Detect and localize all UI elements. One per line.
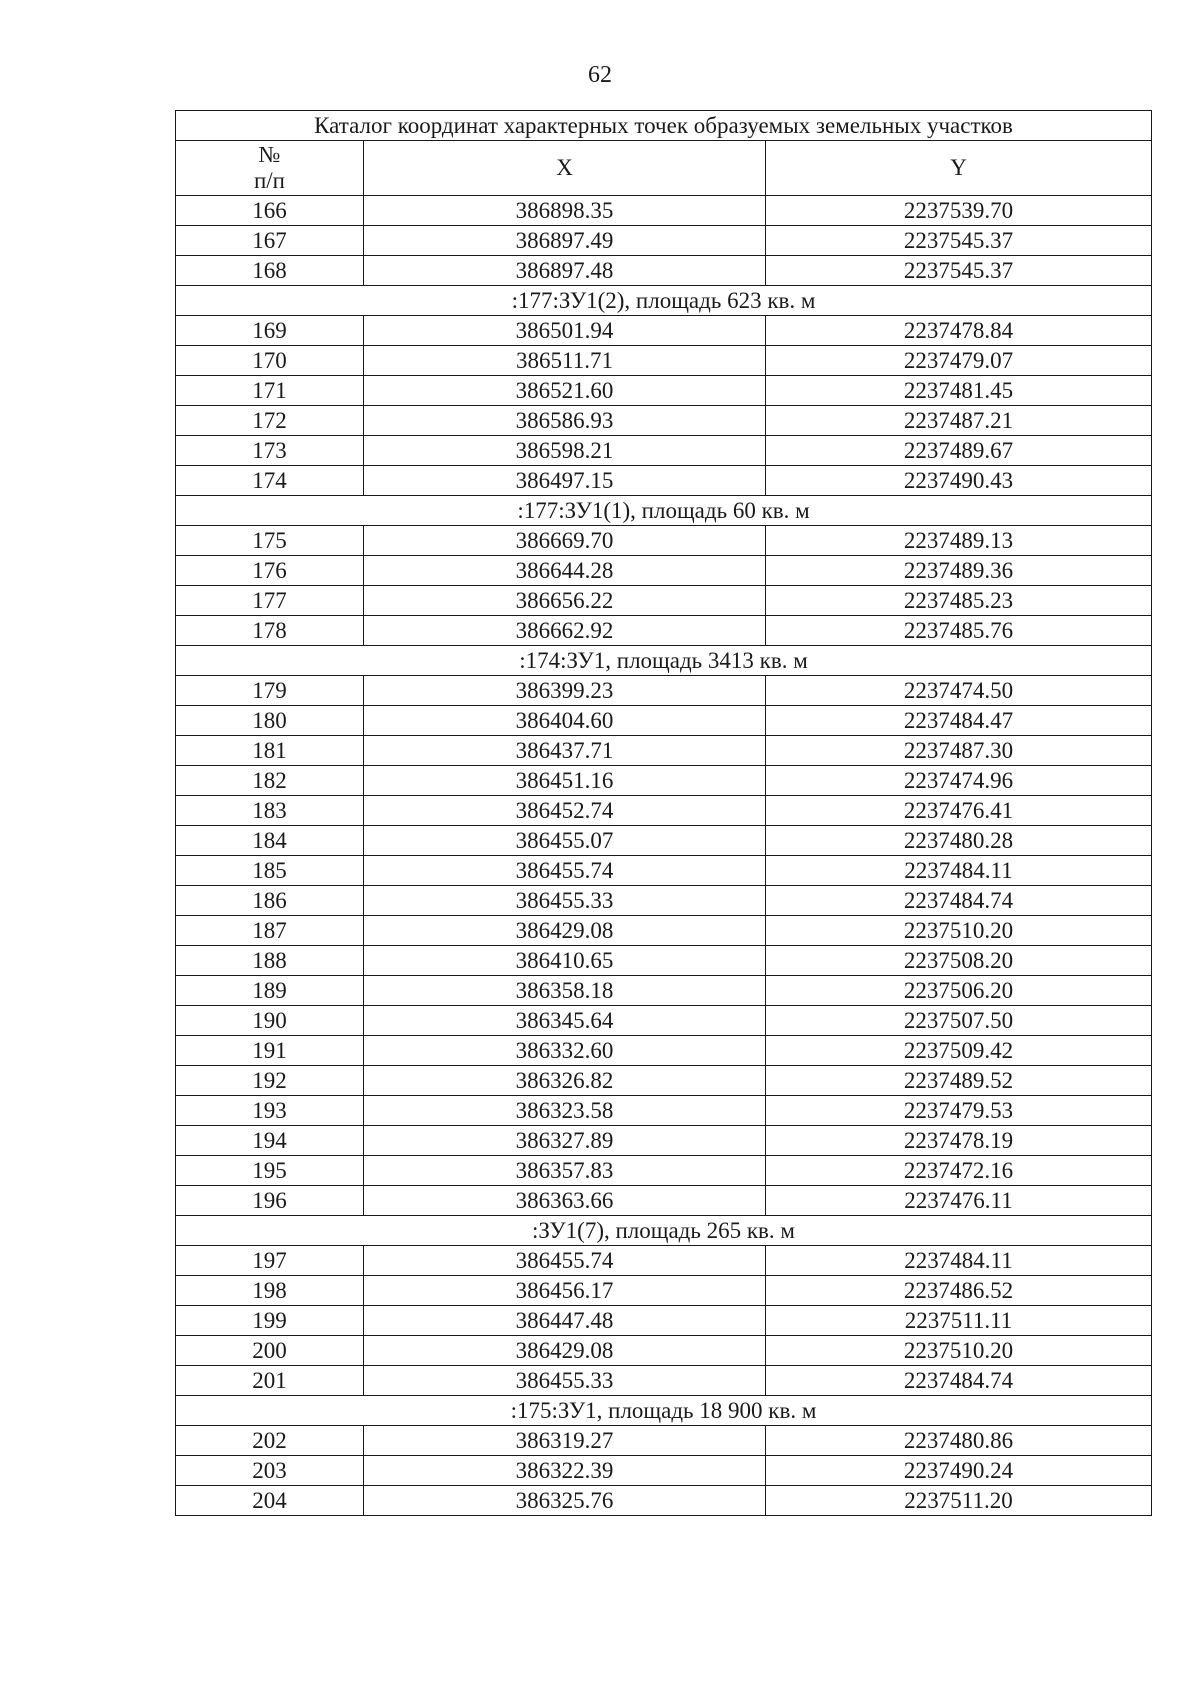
table-row [176, 1336, 1152, 1366]
point-number-cell: 187 [176, 916, 364, 946]
point-number-cell: 194 [176, 1126, 364, 1156]
x-coordinate-cell: 386323.58 [364, 1096, 766, 1126]
table-row [176, 1126, 1152, 1156]
y-coordinate-cell: 2237484.11 [766, 1246, 1152, 1276]
table-row [176, 616, 1152, 646]
column-header-x: X [364, 141, 766, 196]
y-coordinate-cell: 2237480.86 [766, 1426, 1152, 1456]
y-coordinate-cell: 2237545.37 [766, 256, 1152, 286]
section-row [176, 1216, 1152, 1246]
section-title: :177:ЗУ1(2), площадь 623 кв. м [176, 286, 1152, 316]
point-number-cell: 185 [176, 856, 364, 886]
point-number-cell: 179 [176, 676, 364, 706]
point-number-cell: 202 [176, 1426, 364, 1456]
table-row [176, 256, 1152, 286]
x-coordinate-cell: 386656.22 [364, 586, 766, 616]
x-coordinate-cell: 386447.48 [364, 1306, 766, 1336]
x-coordinate-cell: 386363.66 [364, 1186, 766, 1216]
table-row [176, 346, 1152, 376]
x-coordinate-cell: 386325.76 [364, 1486, 766, 1516]
point-number-cell: 169 [176, 316, 364, 346]
point-number-cell: 173 [176, 436, 364, 466]
point-number-cell: 189 [176, 976, 364, 1006]
section-row [176, 496, 1152, 526]
y-coordinate-cell: 2237545.37 [766, 226, 1152, 256]
coordinate-catalog-table [175, 110, 1152, 1516]
x-coordinate-cell: 386497.15 [364, 466, 766, 496]
table-row [176, 316, 1152, 346]
x-coordinate-cell: 386897.48 [364, 256, 766, 286]
x-coordinate-cell: 386662.92 [364, 616, 766, 646]
x-coordinate-cell: 386399.23 [364, 676, 766, 706]
point-number-cell: 192 [176, 1066, 364, 1096]
y-coordinate-cell: 2237474.96 [766, 766, 1152, 796]
y-coordinate-cell: 2237511.11 [766, 1306, 1152, 1336]
x-coordinate-cell: 386586.93 [364, 406, 766, 436]
column-header-y: Y [766, 141, 1152, 196]
point-number-cell: 183 [176, 796, 364, 826]
x-coordinate-cell: 386511.71 [364, 346, 766, 376]
section-title: :174:ЗУ1, площадь 3413 кв. м [176, 646, 1152, 676]
table-row [176, 976, 1152, 1006]
x-coordinate-cell: 386319.27 [364, 1426, 766, 1456]
x-coordinate-cell: 386322.39 [364, 1456, 766, 1486]
table-row [176, 196, 1152, 226]
point-number-cell: 198 [176, 1276, 364, 1306]
section-title: :ЗУ1(7), площадь 265 кв. м [176, 1216, 1152, 1246]
section-row [176, 646, 1152, 676]
point-number-cell: 201 [176, 1366, 364, 1396]
table-row [176, 916, 1152, 946]
x-coordinate-cell: 386455.74 [364, 1246, 766, 1276]
table-row [176, 1246, 1152, 1276]
x-coordinate-cell: 386644.28 [364, 556, 766, 586]
y-coordinate-cell: 2237480.28 [766, 826, 1152, 856]
column-header-number-line2: п/п [253, 168, 285, 193]
y-coordinate-cell: 2237509.42 [766, 1036, 1152, 1066]
section-title: :177:ЗУ1(1), площадь 60 кв. м [176, 496, 1152, 526]
y-coordinate-cell: 2237486.52 [766, 1276, 1152, 1306]
point-number-cell: 191 [176, 1036, 364, 1066]
y-coordinate-cell: 2237489.52 [766, 1066, 1152, 1096]
y-coordinate-cell: 2237487.30 [766, 736, 1152, 766]
point-number-cell: 180 [176, 706, 364, 736]
x-coordinate-cell: 386669.70 [364, 526, 766, 556]
table-row [176, 1366, 1152, 1396]
y-coordinate-cell: 2237510.20 [766, 916, 1152, 946]
point-number-cell: 167 [176, 226, 364, 256]
x-coordinate-cell: 386521.60 [364, 376, 766, 406]
y-coordinate-cell: 2237478.19 [766, 1126, 1152, 1156]
table-row [176, 1006, 1152, 1036]
x-coordinate-cell: 386455.07 [364, 826, 766, 856]
table-row [176, 766, 1152, 796]
table-row [176, 226, 1152, 256]
page-number: 62 [588, 62, 612, 88]
table-row [176, 436, 1152, 466]
y-coordinate-cell: 2237485.23 [766, 586, 1152, 616]
section-row [176, 1396, 1152, 1426]
x-coordinate-cell: 386429.08 [364, 1336, 766, 1366]
point-number-cell: 195 [176, 1156, 364, 1186]
y-coordinate-cell: 2237478.84 [766, 316, 1152, 346]
table-row [176, 1306, 1152, 1336]
point-number-cell: 181 [176, 736, 364, 766]
point-number-cell: 199 [176, 1306, 364, 1336]
y-coordinate-cell: 2237511.20 [766, 1486, 1152, 1516]
x-coordinate-cell: 386345.64 [364, 1006, 766, 1036]
point-number-cell: 196 [176, 1186, 364, 1216]
x-coordinate-cell: 386410.65 [364, 946, 766, 976]
point-number-cell: 200 [176, 1336, 364, 1366]
point-number-cell: 178 [176, 616, 364, 646]
point-number-cell: 171 [176, 376, 364, 406]
point-number-cell: 176 [176, 556, 364, 586]
x-coordinate-cell: 386327.89 [364, 1126, 766, 1156]
table-row [176, 886, 1152, 916]
table-row [176, 406, 1152, 436]
point-number-cell: 182 [176, 766, 364, 796]
point-number-cell: 197 [176, 1246, 364, 1276]
x-coordinate-cell: 386404.60 [364, 706, 766, 736]
x-coordinate-cell: 386455.33 [364, 886, 766, 916]
x-coordinate-cell: 386332.60 [364, 1036, 766, 1066]
x-coordinate-cell: 386455.74 [364, 856, 766, 886]
table-row [176, 1276, 1152, 1306]
x-coordinate-cell: 386456.17 [364, 1276, 766, 1306]
point-number-cell: 184 [176, 826, 364, 856]
section-row [176, 286, 1152, 316]
table-row [176, 946, 1152, 976]
table-row [176, 376, 1152, 406]
y-coordinate-cell: 2237481.45 [766, 376, 1152, 406]
point-number-cell: 175 [176, 526, 364, 556]
table-row [176, 1066, 1152, 1096]
point-number-cell: 177 [176, 586, 364, 616]
table-body [176, 196, 1152, 1516]
table-row [176, 1186, 1152, 1216]
y-coordinate-cell: 2237507.50 [766, 1006, 1152, 1036]
y-coordinate-cell: 2237479.07 [766, 346, 1152, 376]
point-number-cell: 188 [176, 946, 364, 976]
table-row [176, 736, 1152, 766]
table-row [176, 1036, 1152, 1066]
x-coordinate-cell: 386437.71 [364, 736, 766, 766]
point-number-cell: 170 [176, 346, 364, 376]
table-row [176, 1456, 1152, 1486]
point-number-cell: 172 [176, 406, 364, 436]
point-number-cell: 166 [176, 196, 364, 226]
y-coordinate-cell: 2237476.41 [766, 796, 1152, 826]
table-row [176, 706, 1152, 736]
y-coordinate-cell: 2237489.13 [766, 526, 1152, 556]
table-row [176, 796, 1152, 826]
y-coordinate-cell: 2237490.24 [766, 1456, 1152, 1486]
y-coordinate-cell: 2237474.50 [766, 676, 1152, 706]
table-title: Каталог координат характерных точек образуемых земельных участков [176, 111, 1152, 141]
x-coordinate-cell: 386451.16 [364, 766, 766, 796]
point-number-cell: 174 [176, 466, 364, 496]
x-coordinate-cell: 386326.82 [364, 1066, 766, 1096]
y-coordinate-cell: 2237506.20 [766, 976, 1152, 1006]
table-row [176, 1156, 1152, 1186]
point-number-cell: 168 [176, 256, 364, 286]
x-coordinate-cell: 386897.49 [364, 226, 766, 256]
y-coordinate-cell: 2237490.43 [766, 466, 1152, 496]
point-number-cell: 203 [176, 1456, 364, 1486]
x-coordinate-cell: 386898.35 [364, 196, 766, 226]
table-row [176, 826, 1152, 856]
section-title: :175:ЗУ1, площадь 18 900 кв. м [176, 1396, 1152, 1426]
y-coordinate-cell: 2237487.21 [766, 406, 1152, 436]
table-row [176, 1096, 1152, 1126]
y-coordinate-cell: 2237484.74 [766, 886, 1152, 916]
y-coordinate-cell: 2237485.76 [766, 616, 1152, 646]
point-number-cell: 204 [176, 1486, 364, 1516]
x-coordinate-cell: 386501.94 [364, 316, 766, 346]
column-header-number-line1: № [258, 142, 281, 167]
table-row [176, 526, 1152, 556]
y-coordinate-cell: 2237472.16 [766, 1156, 1152, 1186]
table-row [176, 1426, 1152, 1456]
y-coordinate-cell: 2237489.67 [766, 436, 1152, 466]
y-coordinate-cell: 2237508.20 [766, 946, 1152, 976]
y-coordinate-cell: 2237484.11 [766, 856, 1152, 886]
y-coordinate-cell: 2237510.20 [766, 1336, 1152, 1366]
y-coordinate-cell: 2237484.47 [766, 706, 1152, 736]
column-header-number [176, 141, 364, 196]
y-coordinate-cell: 2237539.70 [766, 196, 1152, 226]
y-coordinate-cell: 2237484.74 [766, 1366, 1152, 1396]
x-coordinate-cell: 386598.21 [364, 436, 766, 466]
table-row [176, 676, 1152, 706]
x-coordinate-cell: 386429.08 [364, 916, 766, 946]
point-number-cell: 190 [176, 1006, 364, 1036]
table-row [176, 466, 1152, 496]
x-coordinate-cell: 386357.83 [364, 1156, 766, 1186]
table-row [176, 1486, 1152, 1516]
x-coordinate-cell: 386452.74 [364, 796, 766, 826]
y-coordinate-cell: 2237479.53 [766, 1096, 1152, 1126]
x-coordinate-cell: 386455.33 [364, 1366, 766, 1396]
y-coordinate-cell: 2237489.36 [766, 556, 1152, 586]
x-coordinate-cell: 386358.18 [364, 976, 766, 1006]
point-number-cell: 186 [176, 886, 364, 916]
table-row [176, 556, 1152, 586]
y-coordinate-cell: 2237476.11 [766, 1186, 1152, 1216]
table-row [176, 856, 1152, 886]
table-row [176, 586, 1152, 616]
point-number-cell: 193 [176, 1096, 364, 1126]
